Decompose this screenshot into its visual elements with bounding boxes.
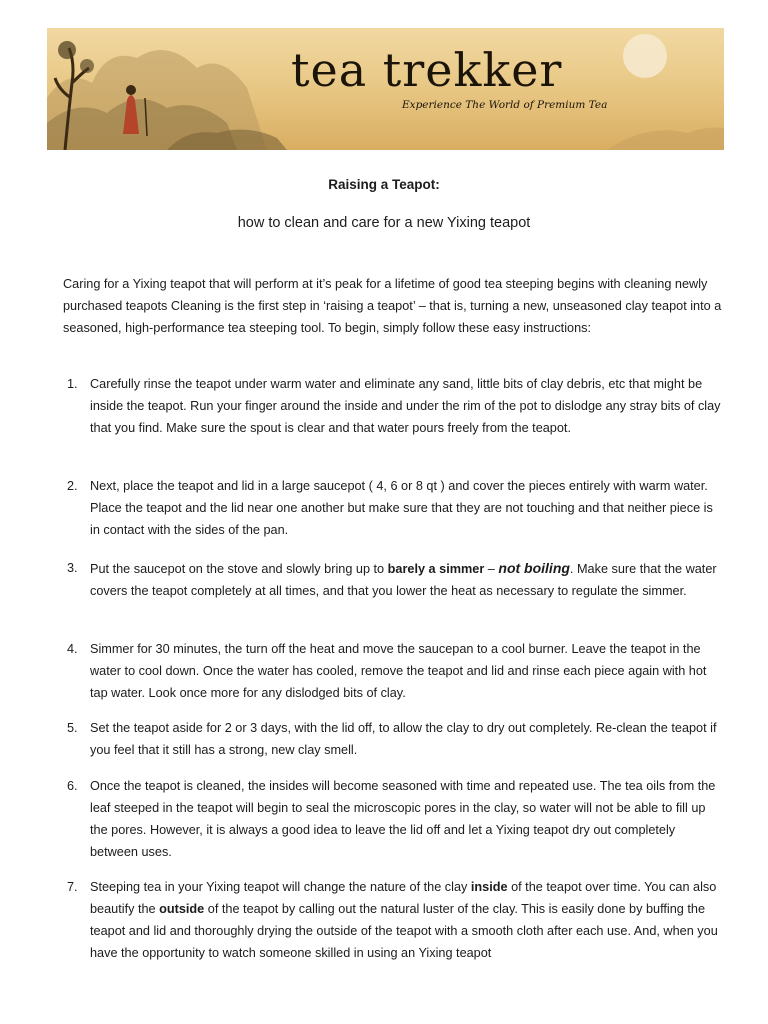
step-number: 5. [67, 721, 78, 735]
step-text: Simmer for 30 minutes, the turn off the heat and move the saucepan to a cool burner. Leave the teapot in the water to cool down. Once the water has cooled, remove the teapot and lid and rinse each piece again with hot tap water. Look once more for any dislodged bits of clay. [90, 642, 707, 700]
emphasis-bold: outside [159, 902, 205, 916]
step-number: 4. [67, 642, 78, 656]
document-title: Raising a Teapot: [328, 177, 440, 192]
step-number: 2. [67, 479, 78, 493]
step-5 [63, 717, 723, 761]
step-6 [63, 775, 723, 863]
document-subtitle: how to clean and care for a new Yixing teapot [237, 215, 531, 231]
step-text-part: of the teapot by calling out the natural luster of the clay. This is easily done by buffing the teapot and lid and thoroughly drying the outside of the teapot with a smooth cloth after each use. And, when you have the opportunity to watch someone skilled in using an Yixing teapot [90, 902, 718, 960]
step-3 [63, 557, 723, 602]
brand-tagline: Experience The World of Premium Tea [402, 99, 608, 111]
traveler-head [126, 85, 136, 95]
step-text [90, 876, 723, 964]
emphasis-bold: inside [470, 880, 508, 894]
step-text-part: Steeping tea in your Yixing teapot will change the nature of the clay [90, 880, 471, 894]
step-text [90, 557, 723, 602]
step-text: Carefully rinse the teapot under warm water and eliminate any sand, little bits of clay debris, etc that might be inside the teapot. Run your finger around the inside and under the rim of the pot to dislodge any stray bits of clay that you find. Make sure the spout is clear and that water pours freely from the teapot. [90, 377, 721, 435]
step-text-part: – [484, 562, 499, 576]
brand-logo: tea trekker [291, 43, 563, 97]
step-number: 1. [67, 377, 78, 391]
intro-paragraph: Caring for a Yixing teapot that will perform at it’s peak for a lifetime of good tea steeping begins with cleaning newly purchased teapots Cleaning is the first step in ‘raising a teapot’ – that is, turning a new, unseasoned clay teapot into a seasoned, high-performance tea steeping tool. To begin, simply follow these easy instructions: [63, 277, 722, 335]
step-text: Next, place the teapot and lid in a large saucepot ( 4, 6 or 8 qt ) and cover the pieces entirely with warm water. Place the teapot and the lid near one another but make sure that they are not touching and that neither piece is in contact with the sides of the pan. [90, 479, 713, 537]
pine-foliage [58, 41, 76, 59]
step-2 [63, 475, 723, 541]
hills-right [607, 128, 724, 150]
step-text: Set the teapot aside for 2 or 3 days, with the lid off, to allow the clay to dry out completely. Re-clean the teapot if you feel that it still has a strong, new clay smell. [90, 721, 717, 757]
step-text-part: of the teapot over time. You can also beautify the [90, 880, 717, 916]
step-number: 3. [67, 561, 78, 575]
header-banner [47, 28, 724, 150]
step-4 [63, 638, 723, 704]
step-text-part: . Make sure that the water covers the teapot completely at all times, and that you lower the heat as necessary to regulate the simmer. [90, 562, 717, 598]
step-number: 6. [67, 779, 78, 793]
step-text: Once the teapot is cleaned, the insides will become seasoned with time and repeated use. The tea oils from the leaf steeped in the teapot will begin to seal the microscopic pores in the clay, so water will not be able to fill up the pores. However, it is always a good idea to leave the lid off and let a Yixing teapot dry out completely between uses. [90, 779, 716, 859]
step-number: 7. [67, 880, 78, 894]
emphasis-italic: not boiling [498, 560, 570, 576]
step-text-part: Put the saucepot on the stove and slowly bring up to [90, 562, 388, 576]
moon-icon [623, 34, 667, 78]
step-1 [63, 373, 723, 439]
emphasis-bold: barely a simmer [387, 562, 485, 576]
step-7 [63, 876, 723, 964]
pine-foliage-2 [80, 59, 94, 73]
